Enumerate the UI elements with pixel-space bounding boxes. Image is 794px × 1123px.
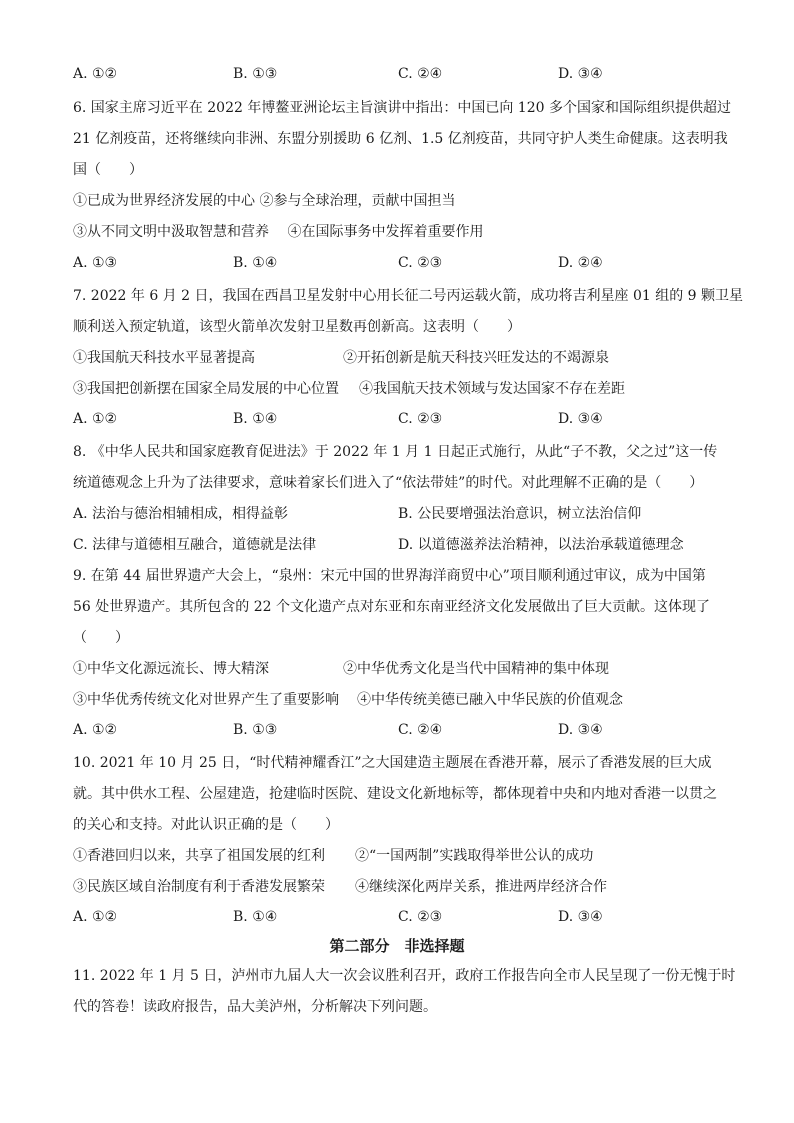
q7-stem-line-2: 顺利送入预定轨道，该型火箭单次发射卫星数再创新高。这表明（ ） (73, 319, 521, 335)
q5-option-b: B. ①③ (233, 66, 278, 82)
q5-option-d: D. ③④ (558, 66, 603, 82)
q10-option-c: C. ②③ (398, 909, 443, 925)
q9-statement-1: ①中华文化源远流长、博大精深 (73, 661, 269, 677)
q10-stem-line-1: 10. 2021 年 10 月 25 日，“时代精神耀香江”之大国建造主题展在香港开幕，展示了香港发展的巨大成 (73, 755, 712, 771)
q8-option-c: C. 法律与道德相互融合，道德就是法律 (73, 537, 317, 553)
q5-options (73, 66, 733, 86)
q5-option-c: C. ②④ (398, 66, 443, 82)
q10-statement-2: ②“一国两制”实践取得举世公认的成功 (355, 848, 594, 864)
q6-stem-line-2: 21 亿剂疫苗，还将继续向非洲、东盟分别援助 6 亿剂、1.5 亿剂疫苗，共同守护人类生命健康。这表明我 (73, 131, 728, 147)
q9-option-c: C. ②④ (398, 722, 443, 738)
q10-statement-1: ①香港回归以来，共享了祖国发展的红利 (73, 848, 325, 864)
q7-option-c: C. ②③ (398, 411, 443, 427)
q9-option-a: A. ①② (73, 722, 118, 738)
q6-statement-1: ①已成为世界经济发展的中心 ②参与全球治理，贡献中国担当 (73, 193, 456, 209)
q9-statement-3: ③中华优秀传统文化对世界产生了重要影响 (73, 692, 339, 708)
q10-option-d: D. ③④ (558, 909, 603, 925)
q7-statement-1: ①我国航天科技水平显著提高 (73, 350, 255, 366)
q9-option-b: B. ①③ (233, 722, 278, 738)
q10-option-a: A. ①② (73, 909, 118, 925)
q6-options (73, 255, 733, 275)
q6-option-c: C. ②③ (398, 255, 443, 271)
q8-stem-line-2: 统道德观念上升为了法律要求，意味着家长们进入了“依法带娃”的时代。对此理解不正确的是（ ） (73, 475, 704, 491)
q7-statement-3: ③我国把创新摆在国家全局发展的中心位置 (73, 381, 339, 397)
q10-option-b: B. ①④ (233, 909, 278, 925)
q9-statement-4: ④中华传统美德已融入中华民族的价值观念 (357, 692, 623, 708)
q5-option-a: A. ①② (73, 66, 118, 82)
q7-option-d: D. ③④ (558, 411, 603, 427)
q6-stem-line-1: 6. 国家主席习近平在 2022 年博鳌亚洲论坛主旨演讲中指出：中国已向 120 多个国家和国际组织提供超过 (73, 100, 731, 116)
q9-option-d: D. ③④ (558, 722, 603, 738)
q7-option-b: B. ①④ (233, 411, 278, 427)
q8-option-d: D. 以道德滋养法治精神，以法治承载道德理念 (398, 537, 684, 553)
q7-statement-4: ④我国航天技术领域与发达国家不存在差距 (359, 381, 625, 397)
q6-option-d: D. ②④ (558, 255, 603, 271)
q7-options (73, 411, 733, 431)
q9-stem-line-2: 56 处世界遗产。其所包含的 22 个文化遗产点对东亚和东南亚经济文化发展做出了巨大贡献。这体现了 (73, 599, 710, 615)
section-title: 第二部分 非选择题 (329, 937, 465, 955)
q9-stem-line-3: （ ） (73, 630, 129, 646)
q9-stem-line-1: 9. 在第 44 届世界遗产大会上，“泉州：宋元中国的世界海洋商贸中心”项目顺利通过审议，成为中国第 (73, 568, 706, 584)
q7-option-a: A. ①② (73, 411, 118, 427)
q10-statement-4: ④继续深化两岸关系，推进两岸经济合作 (355, 879, 607, 895)
q9-statement-2: ②中华优秀文化是当代中国精神的集中体现 (343, 661, 609, 677)
q9-options (73, 722, 733, 742)
q10-statement-3: ③民族区域自治制度有利于香港发展繁荣 (73, 879, 325, 895)
q11-stem-line-1: 11. 2022 年 1 月 5 日，泸州市九届人大一次会议胜利召开，政府工作报告向全市人民呈现了一份无愧于时 (73, 968, 736, 984)
q11-stem-line-2: 代的答卷！读政府报告，品大美泸州，分析解决下列问题。 (73, 999, 437, 1015)
q10-stem-line-2: 就。其中供水工程、公屋建造，抢建临时医院、建设文化新地标等，都体现着中央和内地对香港一以贯之 (73, 786, 717, 802)
q8-option-a: A. 法治与德治相辅相成，相得益彰 (73, 506, 289, 522)
q10-options (73, 909, 733, 929)
q6-option-b: B. ①④ (233, 255, 278, 271)
q6-stem-line-3: 国（ ） (73, 162, 143, 178)
q10-stem-line-3: 的关心和支持。对此认识正确的是（ ） (73, 817, 339, 833)
q7-statement-2: ②开拓创新是航天科技兴旺发达的不竭源泉 (343, 350, 609, 366)
q8-stem-line-1: 8. 《中华人民共和国家庭教育促进法》于 2022 年 1 月 1 日起正式施行，从此“子不教，父之过”这一传 (73, 444, 718, 460)
q6-statement-2: ③从不同文明中汲取智慧和营养 ④在国际事务中发挥着重要作用 (73, 224, 484, 240)
q8-option-b: B. 公民要增强法治意识，树立法治信仰 (398, 506, 642, 522)
q7-stem-line-1: 7. 2022 年 6 月 2 日，我国在西昌卫星发射中心用长征二号丙运载火箭，成功将吉利星座 01 组的 9 颗卫星 (73, 288, 744, 304)
q6-option-a: A. ①③ (73, 255, 118, 271)
